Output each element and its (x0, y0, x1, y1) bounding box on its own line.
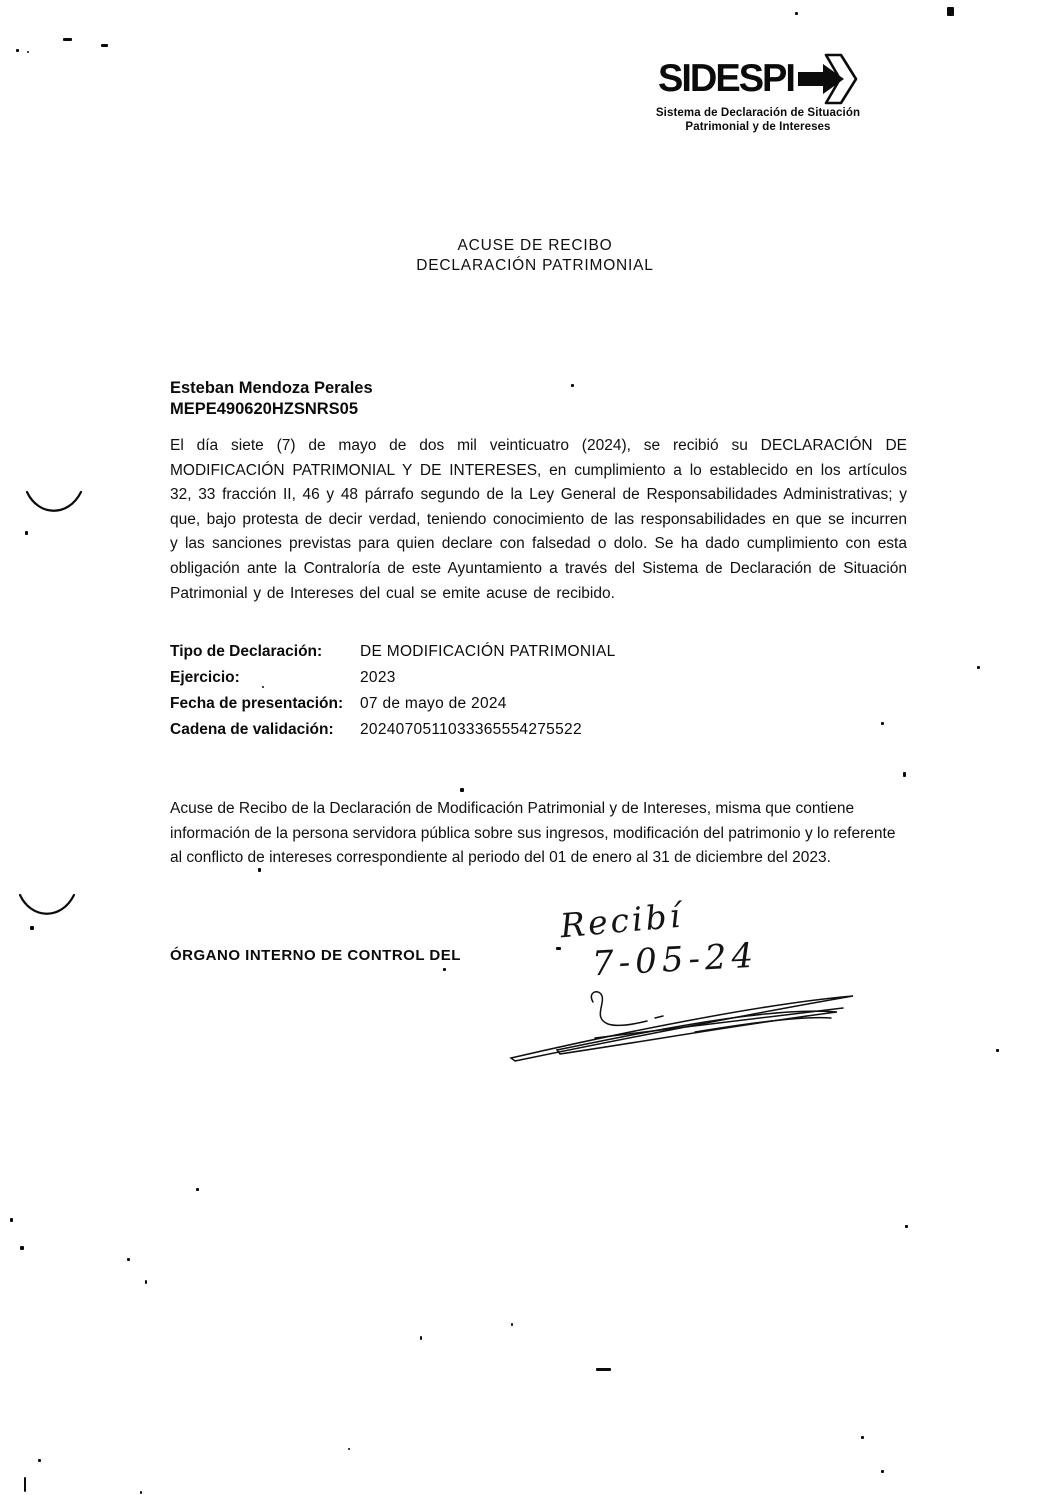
field-label-tipo: Tipo de Declaración: (170, 643, 323, 660)
field-value-cadena: 2024070511033365554275522 (360, 721, 582, 738)
declarant-id: MEPE490620HZSNRS05 (170, 400, 359, 418)
field-label-cadena: Cadena de validación: (170, 721, 334, 738)
handwritten-recibi: Recibí (558, 895, 685, 946)
scan-speck (443, 968, 446, 971)
scan-speck (27, 51, 29, 53)
field-value-ejercicio: 2023 (360, 669, 396, 686)
scan-speck (38, 1459, 41, 1462)
scan-speck (63, 38, 72, 41)
scan-speck (511, 1323, 513, 1326)
field-label-ejercicio: Ejercicio: (170, 669, 240, 686)
scan-speck (881, 722, 884, 725)
control-office-label: ÓRGANO INTERNO DE CONTROL DEL (170, 947, 461, 964)
title-line-2: DECLARACIÓN PATRIMONIAL (416, 257, 654, 274)
scan-speck (20, 1246, 24, 1250)
declaration-fields (170, 643, 616, 738)
scan-speck (571, 384, 574, 387)
scan-speck (101, 44, 108, 47)
scan-speck (903, 772, 906, 777)
scan-speck (460, 788, 464, 792)
scan-speck (947, 7, 954, 16)
margin-pen-curve (17, 889, 77, 930)
scan-speck (140, 1491, 142, 1494)
scan-speck (25, 531, 28, 535)
document-title (0, 236, 1058, 276)
scan-speck (30, 926, 34, 930)
field-label-fecha: Fecha de presentación: (170, 695, 344, 712)
scan-speck (556, 947, 561, 950)
sidespi-logo (648, 52, 868, 134)
field-value-tipo: DE MODIFICACIÓN PATRIMONIAL (360, 643, 616, 660)
handwritten-date: 7-05-24 (591, 935, 760, 985)
title-line-1: ACUSE DE RECIBO (457, 237, 613, 254)
logo-tagline-line2: Patrimonial y de Intereses (685, 120, 831, 133)
scan-speck (127, 1258, 130, 1261)
scan-speck (262, 686, 264, 688)
scan-speck (348, 1448, 350, 1450)
scan-speck (16, 49, 19, 52)
signature-scrawl (505, 988, 860, 1071)
scan-speck (258, 868, 261, 872)
receipt-paragraph: El día siete (7) de mayo de dos mil veinticuatro (2024), se recibió su DECLARACIÓN DE MODIFICACIÓN PATRIMONIAL Y DE INTERESES, en cumplimiento a lo establecido en los artículos 32, 33 fracción II, 46 y 48 párrafo segundo de la Ley General de Responsabilidades Administrativas; y que, bajo protesta de decir verdad, teniendo conocimiento de las responsabilidades en que se incurren y las sanciones previstas para quien declare con falsedad o dolo. Se ha dado cumplimiento con esta obligación ante la Contraloría de este Ayuntamiento a través del Sistema de Declaración de Situación Patrimonial y de Intereses del cual se emite acuse de recibido. (170, 437, 907, 602)
scan-speck (420, 1336, 422, 1340)
scan-speck (196, 1188, 199, 1191)
scan-speck (905, 1225, 908, 1228)
scan-speck (795, 12, 798, 15)
scan-speck (596, 1368, 611, 1371)
scan-speck (977, 666, 980, 669)
field-value-fecha: 07 de mayo de 2024 (360, 695, 507, 712)
margin-pen-curve (24, 486, 84, 527)
scan-speck (996, 1049, 999, 1052)
scan-speck (145, 1280, 147, 1284)
scan-speck (24, 1477, 26, 1492)
declarant-block (170, 378, 373, 420)
declarant-name: Esteban Mendoza Perales (170, 379, 373, 397)
scan-speck (861, 1436, 864, 1439)
double-arrow-right-icon (796, 52, 858, 106)
logo-tagline-line1: Sistema de Declaración de Situación (655, 107, 861, 119)
summary-paragraph: Acuse de Recibo de la Declaración de Modificación Patrimonial y de Intereses, misma que contiene información de la persona servidora pública sobre sus ingresos, modificación del patrimonio y lo referente al conflicto de intereses correspondiente al periodo del 01 de enero al 31 de diciembre del 2023. (170, 800, 896, 867)
scan-speck (10, 1218, 13, 1222)
scan-speck (881, 1470, 884, 1473)
logo-wordmark: SIDESPI (658, 57, 794, 101)
